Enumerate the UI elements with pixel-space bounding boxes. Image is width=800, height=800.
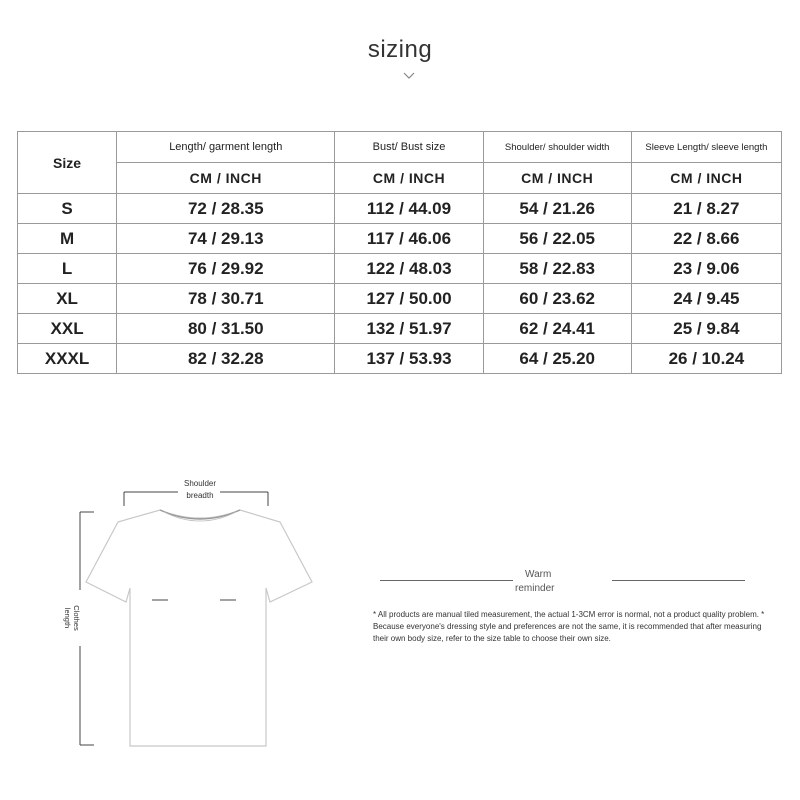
length-cell: 82 / 32.28 — [117, 344, 335, 374]
page-title: sizing — [367, 36, 433, 63]
reminder-title-line2: reminder — [515, 583, 555, 594]
length-label-line2: length — [63, 607, 72, 629]
reminder-title-line1: Warm — [525, 569, 552, 580]
shoulder-label-line1: Shoulder — [183, 479, 217, 488]
table-row — [18, 254, 782, 284]
length-cell: 72 / 28.35 — [117, 194, 335, 224]
size-cell: L — [18, 254, 117, 284]
sleeve-cell: 24 / 9.45 — [631, 284, 781, 314]
table-row — [18, 314, 782, 344]
table-header-row — [18, 132, 782, 163]
size-cell: XL — [18, 284, 117, 314]
unit-label: CM / INCH — [483, 163, 631, 194]
size-cell: M — [18, 224, 117, 254]
sleeve-column-header: Sleeve Length/ sleeve length — [631, 132, 781, 163]
sleeve-cell: 21 / 8.27 — [631, 194, 781, 224]
reminder-divider-left — [380, 580, 513, 581]
table-row — [18, 284, 782, 314]
size-cell: XXXL — [18, 344, 117, 374]
bust-cell: 132 / 51.97 — [335, 314, 483, 344]
shoulder-cell: 56 / 22.05 — [483, 224, 631, 254]
bust-column-header: Bust/ Bust size — [335, 132, 483, 163]
sleeve-cell: 23 / 9.06 — [631, 254, 781, 284]
length-cell: 76 / 29.92 — [117, 254, 335, 284]
chevron-down-icon — [403, 72, 415, 80]
shoulder-cell: 54 / 21.26 — [483, 194, 631, 224]
clothes-length-bracket — [80, 512, 94, 745]
length-column-header: Length/ garment length — [117, 132, 335, 163]
reminder-text: * All products are manual tiled measurement, the actual 1-3CM error is normal, not a product quality problem. * Because everyone's dressing style and preferences are not the same, it is recommended that after measuring their own body size, refer to the size table to choose their own size. — [373, 610, 765, 643]
shoulder-cell: 60 / 23.62 — [483, 284, 631, 314]
bust-cell: 127 / 50.00 — [335, 284, 483, 314]
size-column-header: Size — [18, 132, 117, 194]
tshirt-diagram — [60, 470, 340, 760]
unit-label: CM / INCH — [117, 163, 335, 194]
shoulder-column-header: Shoulder/ shoulder width — [483, 132, 631, 163]
table-row — [18, 194, 782, 224]
shoulder-cell: 58 / 22.83 — [483, 254, 631, 284]
shoulder-label-line2: breadth — [186, 491, 214, 500]
length-label-line1: Clothes — [72, 605, 81, 631]
size-cell: XXL — [18, 314, 117, 344]
bust-cell: 112 / 44.09 — [335, 194, 483, 224]
reminder-title — [515, 568, 595, 596]
bust-cell: 117 / 46.06 — [335, 224, 483, 254]
table-row — [18, 224, 782, 254]
unit-label: CM / INCH — [631, 163, 781, 194]
reminder-divider-right — [612, 580, 745, 581]
sleeve-cell: 22 / 8.66 — [631, 224, 781, 254]
sleeve-cell: 25 / 9.84 — [631, 314, 781, 344]
shoulder-cell: 64 / 25.20 — [483, 344, 631, 374]
size-chart-table — [17, 131, 782, 374]
length-cell: 78 / 30.71 — [117, 284, 335, 314]
tshirt-outline — [86, 510, 312, 746]
bust-cell: 137 / 53.93 — [335, 344, 483, 374]
size-cell: S — [18, 194, 117, 224]
tshirt-illustration — [60, 470, 340, 760]
length-cell: 80 / 31.50 — [117, 314, 335, 344]
table-unit-row — [18, 163, 782, 194]
shoulder-cell: 62 / 24.41 — [483, 314, 631, 344]
unit-label: CM / INCH — [335, 163, 483, 194]
sleeve-cell: 26 / 10.24 — [631, 344, 781, 374]
bust-cell: 122 / 48.03 — [335, 254, 483, 284]
table-row — [18, 344, 782, 374]
length-cell: 74 / 29.13 — [117, 224, 335, 254]
